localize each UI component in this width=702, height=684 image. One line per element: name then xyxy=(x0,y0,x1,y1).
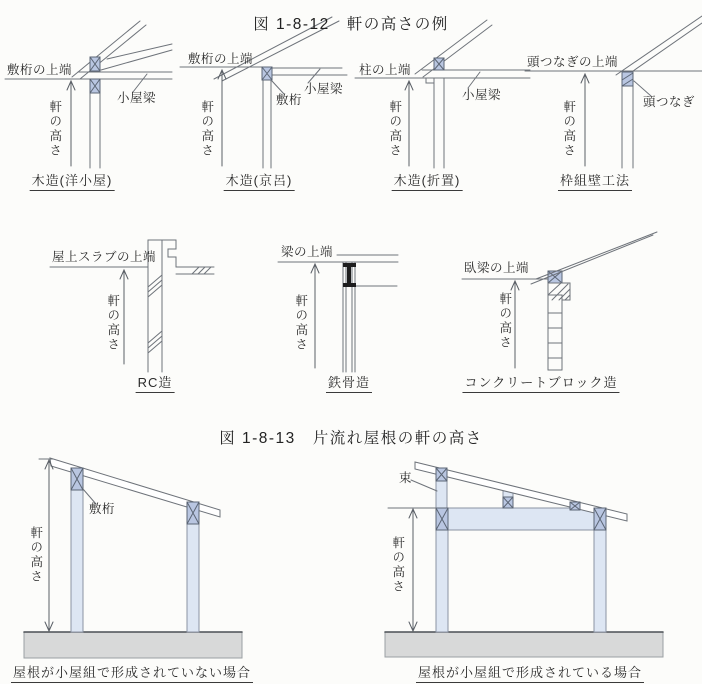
caption-rc: RC造 xyxy=(136,372,175,393)
label-top-edge: 頭つなぎの上端 xyxy=(527,55,619,69)
figure-1-8-13-title: 図 1-8-13 片流れ屋根の軒の高さ xyxy=(219,430,483,447)
diagram-frame-wall-method xyxy=(525,16,702,168)
label-plate: 敷桁 xyxy=(276,93,303,107)
label-top-edge: 敷桁の上端 xyxy=(188,52,254,66)
diagram-wood-orioki xyxy=(355,20,530,168)
caption-wood-kyoro: 木造(京呂) xyxy=(224,170,295,191)
caption-concrete-block: コンクリートブロック造 xyxy=(462,372,619,393)
label-top-edge: 屋上スラブの上端 xyxy=(52,250,157,264)
caption-frame-wall: 枠組壁工法 xyxy=(558,170,632,191)
label-eave-height: 軒の高さ xyxy=(105,294,120,352)
diagram-roof-with-truss xyxy=(388,462,627,632)
diagram-concrete-block xyxy=(462,232,657,370)
figure-1-8-12-title: 図 1-8-12 軒の高さの例 xyxy=(253,16,449,33)
label-roof-beam: 小屋梁 xyxy=(462,88,502,102)
caption-wood-western: 木造(洋小屋) xyxy=(30,170,115,191)
caption-steel: 鉄骨造 xyxy=(326,372,372,393)
label-eave-height: 軒の高さ xyxy=(199,100,214,158)
label-eave-height: 軒の高さ xyxy=(390,536,405,594)
label-roof-beam: 小屋梁 xyxy=(304,82,344,96)
label-top-edge: 梁の上端 xyxy=(281,245,334,259)
caption-roof-with-truss: 屋根が小屋組で形成されている場合 xyxy=(416,662,644,683)
label-plate: 敷桁 xyxy=(89,502,116,516)
label-eave-height: 軒の高さ xyxy=(28,526,43,584)
diagram-roof-without-truss xyxy=(39,458,220,632)
label-eave-height: 軒の高さ xyxy=(561,100,576,158)
ground-slabs xyxy=(24,632,663,658)
label-eave-height: 軒の高さ xyxy=(497,292,512,350)
caption-roof-without-truss: 屋根が小屋組で形成されていない場合 xyxy=(11,662,253,683)
label-top-edge: 柱の上端 xyxy=(359,63,412,77)
label-eave-height: 軒の高さ xyxy=(293,294,308,352)
label-roof-beam: 小屋梁 xyxy=(117,91,157,105)
label-strut: 束 xyxy=(399,471,413,485)
label-top-edge: 敷桁の上端 xyxy=(7,63,73,77)
label-eave-height: 軒の高さ xyxy=(387,100,402,158)
label-top-edge: 臥梁の上端 xyxy=(464,261,530,275)
caption-wood-orioki: 木造(折置) xyxy=(392,170,463,191)
label-eave-height: 軒の高さ xyxy=(47,100,62,158)
label-head-tie: 頭つなぎ xyxy=(643,95,696,109)
